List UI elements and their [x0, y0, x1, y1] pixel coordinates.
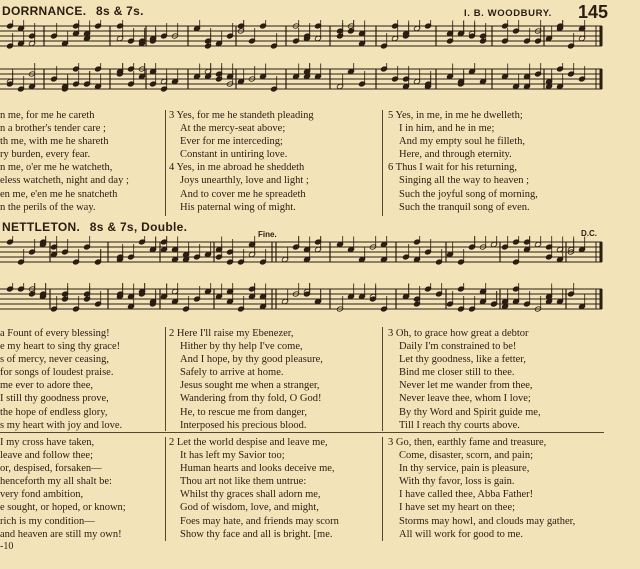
verse-line: Such the joyful song of morning,	[399, 188, 538, 200]
verse-line: Till I reach thy courts above.	[399, 419, 520, 431]
verse-line: I have called thee, Abba Father!	[399, 489, 534, 501]
column-divider	[382, 437, 383, 541]
verse-line: 6 Thus I wait for his returning,	[388, 162, 517, 174]
verse-line: It has left my Savior too;	[180, 450, 285, 462]
verse-line: en me, e'en me he snatcheth	[0, 188, 118, 200]
hymn3-column3	[388, 436, 575, 541]
verse-line: th me, with me he shareth	[0, 136, 109, 148]
verse-line: Daily I'm constrained to be!	[399, 341, 517, 353]
column-divider	[382, 110, 383, 216]
verse-line: s my heart with joy and love.	[0, 419, 123, 431]
hymn1-column1	[0, 109, 129, 214]
verse-line: me ever to adore thee,	[0, 380, 93, 392]
verse-line: Joys unearthly, love and light ;	[180, 175, 309, 187]
hymn3-column1	[0, 436, 126, 541]
hymn1-column2	[169, 109, 314, 214]
verse-line: 2 Here I'll raise my Ebenezer,	[169, 328, 294, 339]
verse-line: Let thy goodness, like a fetter,	[399, 354, 526, 366]
verse-line: Here, and through eternity.	[399, 149, 512, 161]
verse-line: His paternal wing of might.	[180, 201, 296, 213]
verse-line: a Fount of every blessing!	[0, 328, 110, 339]
page-number: 145	[578, 2, 609, 22]
verse-line: Storms may howl, and clouds may gather,	[399, 515, 576, 527]
verse-line: By thy Word and Spirit guide me,	[399, 406, 541, 418]
verse-line: Show thy face and all is bright. [me.	[180, 528, 333, 540]
verse-line: n the perils of the way.	[0, 201, 96, 213]
tune-name: DORRNANCE.	[2, 4, 87, 18]
verse-line: henceforth my all shalt be:	[0, 476, 112, 488]
verse-line: leave and follow thee;	[0, 450, 94, 462]
music-staff-nettleton-treble	[0, 236, 608, 274]
verse-line: 3 Go, then, earthly fame and treasure,	[388, 437, 547, 448]
verse-line: I my cross have taken,	[0, 437, 95, 448]
music-staff-dorrnance-treble	[0, 20, 608, 56]
verse-line: He, to rescue me from danger,	[180, 406, 307, 418]
verse-line: I still thy goodness prove,	[0, 393, 109, 405]
verse-line: Foes may hate, and friends may scorn	[180, 515, 339, 527]
verse-line: eless watcheth, night and day ;	[0, 175, 129, 187]
verse-line: 3 Yes, for me he standeth pleading	[169, 110, 314, 121]
verse-line: 2 Let the world despise and leave me,	[169, 437, 328, 448]
verse-line: And to cover me he spreadeth	[180, 188, 306, 200]
tune-meter: 8s & 7s, Double.	[89, 220, 188, 234]
tune-name: NETTLETON.	[2, 220, 81, 234]
verse-line: And I hope, by thy good pleasure,	[180, 354, 323, 366]
verse-line: Human hearts and looks deceive me,	[180, 463, 335, 475]
verse-line: Whilst thy graces shall adorn me,	[180, 489, 321, 501]
column-divider	[165, 327, 166, 431]
hymn-divider	[0, 432, 604, 433]
verse-line: for songs of loudest praise.	[0, 367, 114, 379]
hymn1-column3	[388, 109, 538, 214]
hymn2-column1	[0, 327, 122, 432]
verse-line: And my empty soul he filleth,	[399, 136, 525, 148]
verse-line: In thy service, pain is pleasure,	[399, 463, 530, 475]
hymn3-column2	[169, 436, 339, 541]
verse-line: s of mercy, never ceasing,	[0, 354, 109, 366]
verse-line: Interposed his precious blood.	[180, 419, 307, 431]
tune-title-nettleton	[2, 220, 187, 234]
verse-line: and heaven are still my own!	[0, 528, 122, 540]
hymn2-column3	[388, 327, 541, 432]
column-divider	[165, 110, 166, 216]
verse-line: Jesus sought me when a stranger,	[180, 380, 320, 392]
verse-line: very fond ambition,	[0, 489, 84, 501]
fine-mark: Fine.	[258, 230, 277, 239]
verse-line: n me, o'er me he watcheth,	[0, 162, 113, 174]
verse-line: the hope of endless glory,	[0, 406, 108, 418]
verse-line: With thy favor, loss is gain.	[399, 476, 515, 488]
verse-line: Such the tranquil song of even.	[399, 201, 530, 213]
verse-line: 5 Yes, in me, in me he dwelleth;	[388, 110, 523, 121]
verse-line: At the mercy-seat above;	[180, 123, 286, 135]
dc-mark: D.C.	[581, 229, 597, 238]
verse-line: n me, for me he careth	[0, 110, 95, 121]
music-staff-nettleton-bass	[0, 283, 608, 321]
verse-line: n a brother's tender care ;	[0, 123, 106, 135]
verse-line: Come, disaster, scorn, and pain;	[399, 450, 534, 462]
verse-line: Thou art not like them untrue:	[180, 476, 307, 488]
verse-line: God of wisdom, love, and might,	[180, 502, 319, 514]
verse-line: I in him, and he in me;	[399, 123, 495, 135]
verse-line: rich is my condition—	[0, 515, 95, 527]
verse-line: Hither by thy help I've come,	[180, 341, 303, 353]
tune-title-dorrnance	[2, 4, 144, 18]
verse-line: All will work for good to me.	[399, 528, 523, 540]
verse-line: Singing all the way to heaven ;	[399, 175, 530, 187]
composer-credit: I. B. WOODBURY.	[464, 8, 552, 19]
verse-line: or, despised, forsaken—	[0, 463, 102, 475]
column-divider	[165, 437, 166, 541]
signature-mark: -10	[0, 541, 14, 552]
verse-line: e sought, or hoped, or known;	[0, 502, 126, 514]
column-divider	[382, 327, 383, 431]
verse-line: ry burden, every fear.	[0, 149, 91, 161]
music-staff-dorrnance-bass	[0, 63, 608, 99]
verse-line: Constant in untiring love.	[180, 149, 288, 161]
verse-line: Wandering from thy fold, O God!	[180, 393, 322, 405]
verse-line: e my heart to sing thy grace!	[0, 341, 121, 353]
verse-line: Never leave thee, whom I love;	[399, 393, 531, 405]
verse-line: Safely to arrive at home.	[180, 367, 284, 379]
verse-line: 3 Oh, to grace how great a debtor	[388, 328, 529, 339]
hymn2-column2	[169, 327, 323, 432]
verse-line: Ever for me interceding;	[180, 136, 283, 148]
tune-meter: 8s & 7s.	[95, 4, 144, 18]
verse-line: 4 Yes, in me abroad he sheddeth	[169, 162, 305, 174]
verse-line: Never let me wander from thee,	[399, 380, 533, 392]
verse-line: I have set my heart on thee;	[399, 502, 516, 514]
verse-line: Bind me closer still to thee.	[399, 367, 515, 379]
